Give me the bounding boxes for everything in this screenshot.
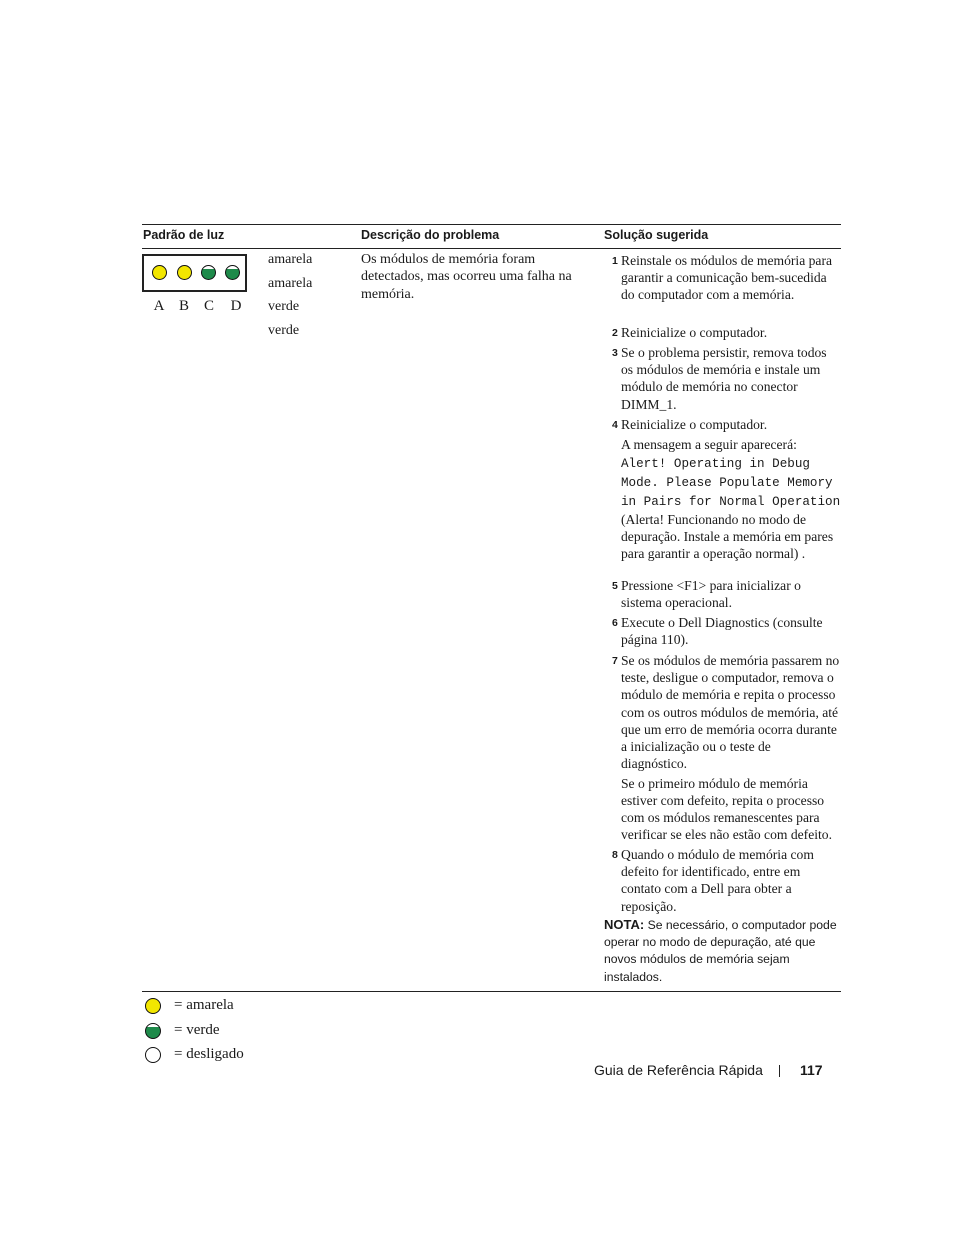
alert-message-code: Alert! Operating in Debug Mode. Please Populate Memory in Pairs for Normal Operation bbox=[621, 457, 841, 509]
legend-yellow-label: = amarela bbox=[174, 997, 234, 1013]
header-description: Descrição do problema bbox=[361, 228, 500, 242]
led-b-icon bbox=[177, 265, 192, 280]
diagnostic-led-panel bbox=[142, 254, 247, 292]
page-number: 117 bbox=[800, 1062, 823, 1078]
led-d-icon bbox=[225, 265, 240, 280]
header-solution: Solução sugerida bbox=[604, 228, 709, 242]
led-letter-a: A bbox=[153, 298, 165, 314]
legend-green-icon bbox=[145, 1023, 161, 1039]
alert-message bbox=[621, 454, 843, 562]
step-number: 1 bbox=[612, 255, 618, 267]
led-label-b: amarela bbox=[268, 276, 313, 291]
table-top-rule bbox=[142, 224, 841, 225]
problem-description: Os módulos de memória foram detectados, mas ocorreu uma falha na memória. bbox=[361, 252, 572, 302]
legend-yellow-icon bbox=[145, 998, 161, 1014]
step-text: Se o problema persistir, remova todos os módulos de memória e instale um módulo de memória no conector DIMM_1. bbox=[621, 345, 827, 412]
step-number: 5 bbox=[612, 580, 618, 592]
legend-off-icon bbox=[145, 1047, 161, 1063]
note-label: NOTA: bbox=[604, 917, 645, 932]
step7-followup: Se o primeiro módulo de memória estiver com defeito, repita o processo com os módulos remanescentes para verificar se eles não estão com defeito. bbox=[621, 776, 832, 842]
footer-separator bbox=[779, 1065, 780, 1077]
led-label-c: verde bbox=[268, 299, 300, 314]
header-pattern: Padrão de luz bbox=[143, 228, 225, 242]
note-text: Se necessário, o computador pode operar no modo de depuração, até que novos módulos de memória sejam instalados. bbox=[604, 918, 837, 984]
step-number: 4 bbox=[612, 419, 618, 431]
legend-green-label: = verde bbox=[174, 1022, 220, 1038]
led-c-icon bbox=[201, 265, 216, 280]
header-rule bbox=[142, 248, 841, 249]
led-letter-b: B bbox=[178, 298, 189, 314]
step-text: Se os módulos de memória passarem no teste, desligue o computador, remova o módulo de memória e repita o processo com os outros módulos de memória, até que um erro de memória ocorra durante a inicialização ou o teste de diagnóstico. bbox=[621, 653, 840, 772]
step-text: Execute o Dell Diagnostics (consulte página 110). bbox=[621, 615, 823, 648]
led-label-d: verde bbox=[268, 323, 300, 338]
step-number: 7 bbox=[612, 655, 618, 667]
led-label-a: amarela bbox=[268, 252, 313, 267]
step-text: Pressione <F1> para inicializar o sistema operacional. bbox=[621, 578, 801, 611]
note bbox=[604, 916, 840, 986]
step-number: 3 bbox=[612, 347, 618, 359]
step-text: Reinicialize o computador. bbox=[621, 417, 768, 432]
table-bottom-rule bbox=[142, 991, 841, 992]
led-letter-d: D bbox=[230, 298, 242, 314]
step-text: Reinstale os módulos de memória para garantir a comunicação bem-sucedida do computador com a memória. bbox=[621, 253, 833, 303]
led-letter-c: C bbox=[203, 298, 214, 314]
step-number: 8 bbox=[612, 849, 618, 861]
step-text: Reinicialize o computador. bbox=[621, 325, 768, 340]
step-number: 2 bbox=[612, 327, 618, 339]
footer-title: Guia de Referência Rápida bbox=[594, 1062, 763, 1078]
step-text: Quando o módulo de memória com defeito for identificado, entre em contato com a Dell para obter a reposição. bbox=[621, 847, 814, 914]
alert-message-translation: (Alerta! Funcionando no modo de depuração. Instale a memória em pares para garantir a operação normal) . bbox=[621, 512, 834, 561]
step-number: 6 bbox=[612, 617, 618, 629]
legend-off-label: = desligado bbox=[174, 1046, 244, 1062]
message-intro: A mensagem a seguir aparecerá: bbox=[621, 437, 797, 452]
led-a-icon bbox=[152, 265, 167, 280]
